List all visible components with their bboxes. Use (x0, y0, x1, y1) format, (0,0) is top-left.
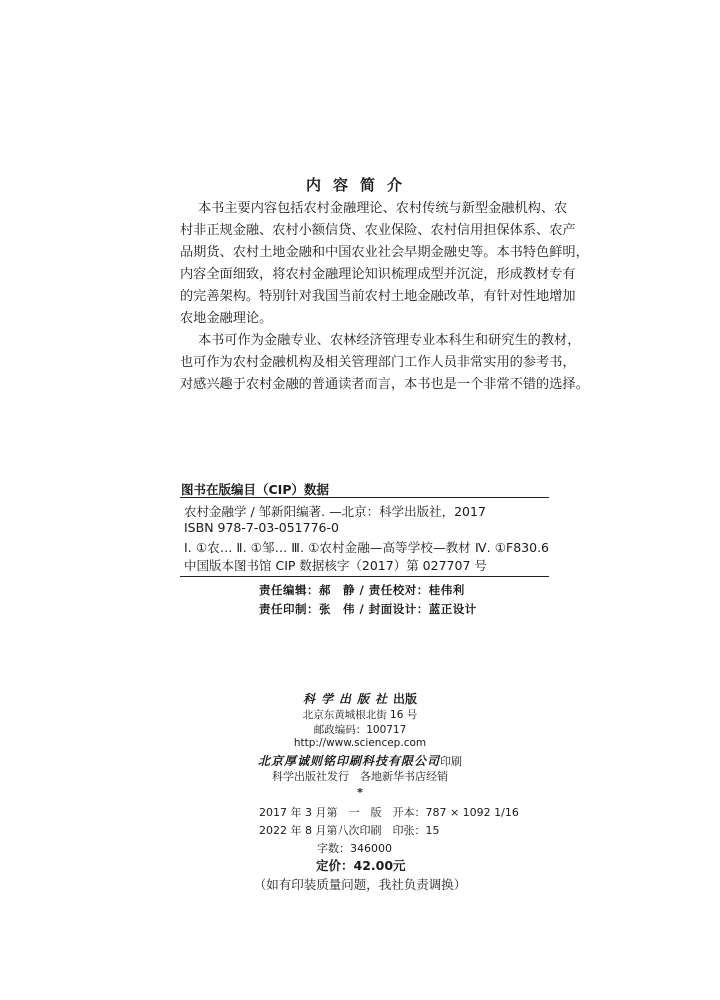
publisher-name-line (0, 688, 720, 707)
printer-line (0, 750, 720, 769)
summary-paragraph1-line: 村非正规金融、农村小额信贷、农业保险、农村信用担保体系、农产 (180, 223, 576, 238)
cip-line: 农村金融学 / 邹新阳编著. —北京：科学出版社，2017 (184, 504, 486, 519)
printer-suffix: 印刷 (440, 755, 462, 768)
cip-top-rule (180, 497, 549, 498)
publisher-url: http://www.sciencep.com (293, 737, 427, 749)
cip-bottom-rule (180, 576, 549, 577)
publisher-name: 科学出版社 (302, 692, 393, 706)
summary-paragraph1-line: 的完善架构。特别针对我国当前农村土地金融改革，有针对性地增加 (180, 289, 576, 304)
cip-line: ISBN 978-7-03-051776-0 (184, 520, 339, 535)
summary-paragraph1-line: 本书主要内容包括农村金融理论、农村传统与新型金融机构、农 (198, 201, 568, 216)
summary-title: 内容简介 (305, 176, 414, 194)
summary-paragraph1-line: 农地金融理论。 (180, 311, 273, 326)
cip-heading: 图书在版编目（CIP）数据 (181, 482, 329, 497)
publisher-postcode: 邮政编码：100717 (313, 724, 407, 736)
summary-paragraph2-line: 也可作为农村金融机构及相关管理部门工作人员非常实用的参考书， (180, 355, 576, 370)
separator-asterisk: * (357, 786, 363, 799)
distribution-line: 科学出版社发行 各地新华书店经销 (272, 770, 448, 783)
quality-notice: （如有印装质量问题，我社负责调换） (253, 877, 467, 892)
publisher-name-suffix: 出版 (393, 692, 418, 706)
summary-paragraph1-line: 内容全面细致，将农村金融理论知识梳理成型并沉淀，形成教材专有 (180, 267, 576, 282)
editors-line: 责任编辑：郝 静 / 责任校对：桂伟利 (259, 583, 465, 597)
word-count: 字数：346000 (317, 842, 392, 855)
summary-paragraph2-line: 本书可作为金融专业、农林经济管理专业本科生和研究生的教材， (198, 333, 581, 348)
editors-line: 责任印制：张 伟 / 封面设计：蓝正设计 (259, 602, 477, 616)
summary-paragraph2-line: 对感兴趣于农村金融的普通读者而言，本书也是一个非常不错的选择。 (180, 377, 589, 392)
price: 定价：42.00元 (316, 858, 406, 873)
edition-line: 2017 年 3 月第 一 版 开本：787 × 1092 1/16 (259, 806, 519, 819)
cip-line: 中国版本图书馆 CIP 数据核字（2017）第 027707 号 (184, 558, 487, 573)
summary-paragraph1-line: 品期货、农村土地金融和中国农业社会早期金融史等。本书特色鲜明， (180, 245, 589, 260)
cip-line: Ⅰ. ①农… Ⅱ. ①邹… Ⅲ. ①农村金融—高等学校—教材 Ⅳ. ①F830.6 (184, 540, 549, 555)
publisher-address: 北京东黄城根北街 16 号 (302, 709, 418, 721)
printer-name: 北京厚诚则铭印刷科技有限公司 (257, 754, 440, 768)
printing-line: 2022 年 8 月第八次印刷 印张：15 (259, 824, 440, 837)
